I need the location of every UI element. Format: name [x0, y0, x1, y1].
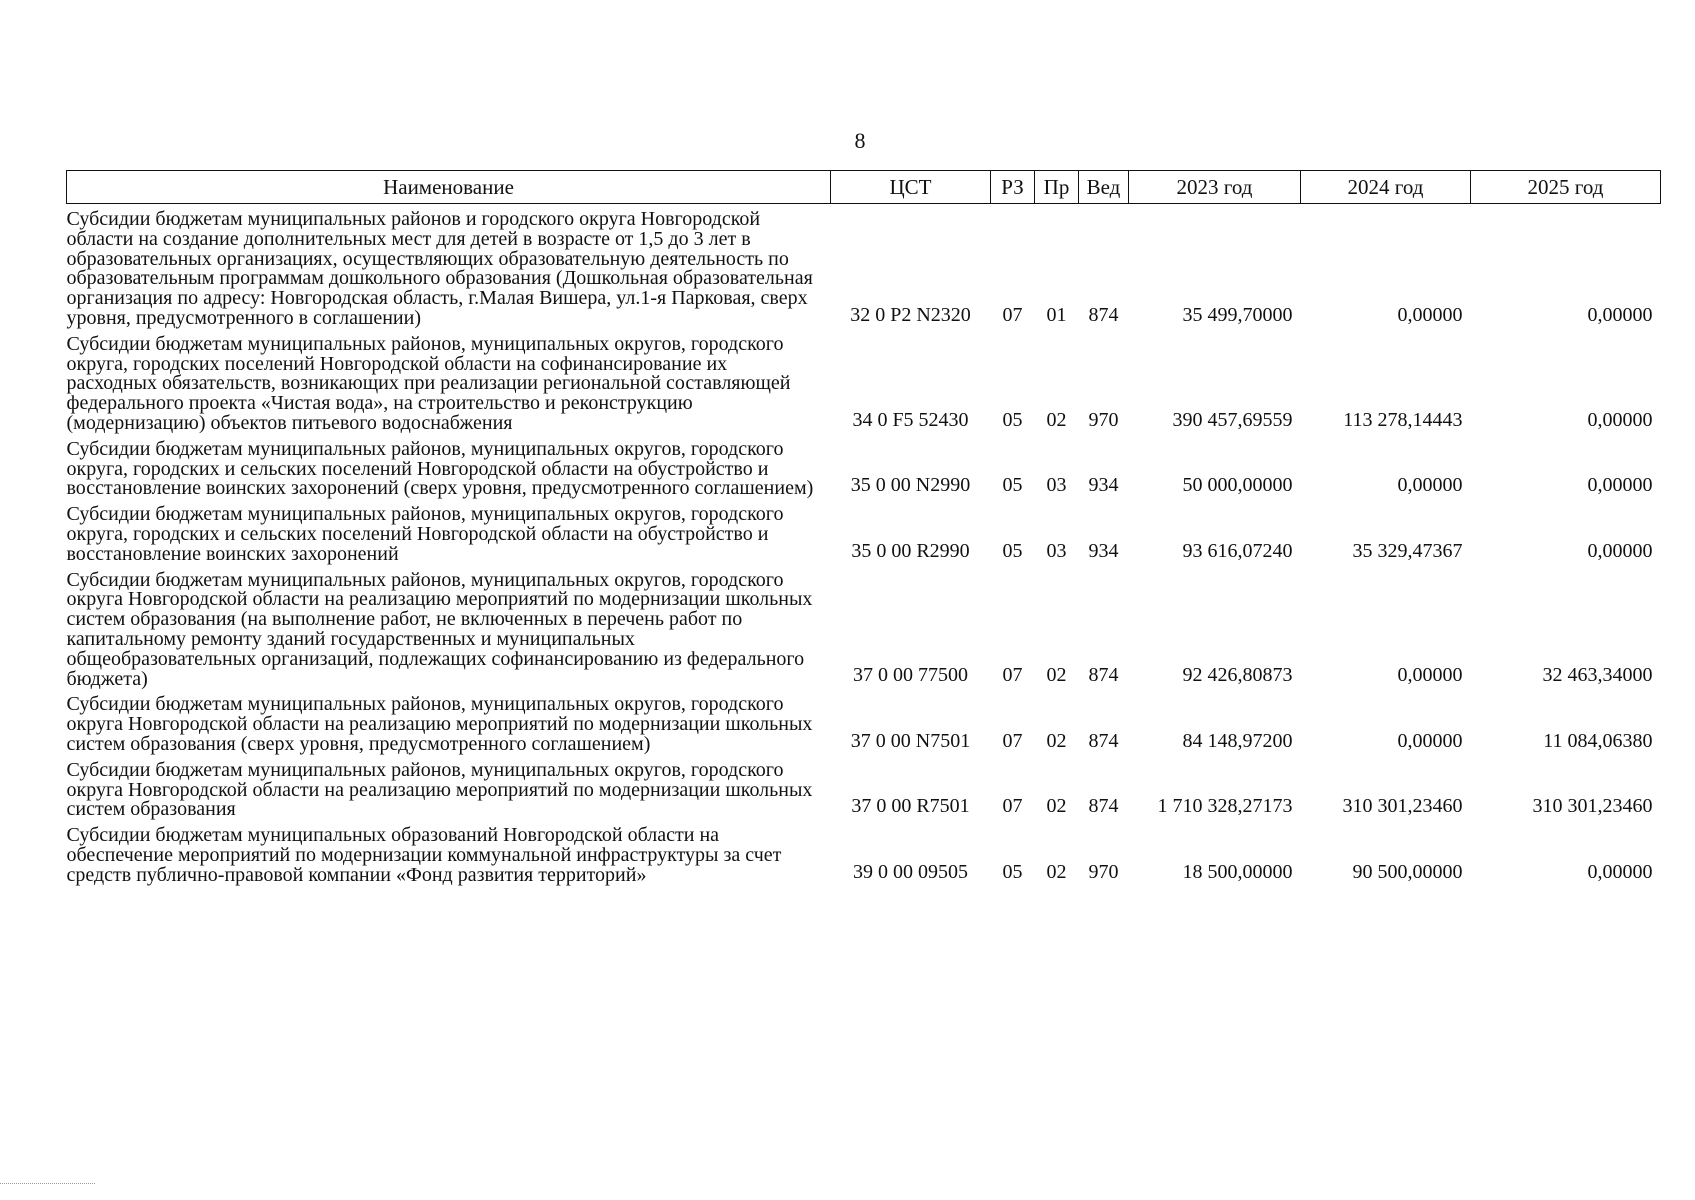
row-cst-cell: 34 0 F5 52430 [852, 408, 969, 431]
row-name-cell: Субсидии бюджетам муниципальных районов, муниципальных округов, городского округа, городских поселений Новгородской области на софинансирование их расходных обязательств, возникающих при реализации региональной составляющей федерального проекта «Чистая вода», на строительство и реконструкцию (модернизацию) объектов питьевого водоснабжения [66, 332, 791, 434]
row-2023-cell: 50 000,00000 [1182, 474, 1293, 497]
row-2024-cell: 310 301,23460 [1342, 795, 1463, 818]
row-name-cell: Субсидии бюджетам муниципальных районов и городского округа Новгородской области на создание дополнительных мест для детей в возрасте от 1,5 до 3 лет в образовательных организациях, осуществляющих образовательную деятельность по образовательным программам дошкольного образования (Дошкольная образовательная организация по адресу: Новгородская область, г.Малая Вишера, ул.1-я Парковая, сверх уровня, предусмотренного в соглашении) [66, 208, 813, 329]
row-rz-cell: 07 [1002, 729, 1023, 752]
row-pr-cell: 02 [1046, 795, 1067, 818]
row-2025-cell: 32 463,34000 [1542, 664, 1653, 687]
row-2023-cell: 84 148,97200 [1182, 729, 1293, 752]
header-pr: Пр [1035, 171, 1079, 204]
row-ved-cell: 874 [1088, 664, 1119, 687]
row-pr-cell: 03 [1046, 539, 1067, 562]
table-row [67, 820, 1661, 885]
row-2023-cell: 390 457,69559 [1172, 408, 1293, 431]
row-rz-cell: 07 [1002, 795, 1023, 818]
header-cst: ЦСТ [831, 171, 991, 204]
row-2024-cell: 90 500,00000 [1352, 860, 1463, 883]
row-pr-cell: 01 [1046, 303, 1067, 326]
row-2025-cell: 0,00000 [1587, 474, 1653, 497]
row-2025-cell: 310 301,23460 [1532, 795, 1653, 818]
row-name-cell: Субсидии бюджетам муниципальных районов, муниципальных округов, городского округа, городских и сельских поселений Новгородской области на обустройство и восстановление воинских захоронений [66, 503, 784, 565]
row-ved-cell: 934 [1088, 539, 1119, 562]
row-cst-cell: 35 0 00 R2990 [851, 539, 970, 562]
header-2024: 2024 год [1301, 171, 1471, 204]
row-cst-cell: 37 0 00 N7501 [850, 729, 971, 752]
row-rz-cell: 07 [1002, 303, 1023, 326]
row-2024-cell: 35 329,47367 [1352, 539, 1463, 562]
row-ved-cell: 874 [1088, 795, 1119, 818]
row-pr-cell: 02 [1046, 664, 1067, 687]
row-2025-cell: 0,00000 [1587, 539, 1653, 562]
table-row [67, 329, 1661, 434]
table-row [67, 434, 1661, 499]
table-row [67, 499, 1661, 564]
row-cst-cell: 37 0 00 R7501 [851, 795, 970, 818]
row-name-cell: Субсидии бюджетам муниципальных районов, муниципальных округов, городского округа Новгородской области на реализацию мероприятий по модернизации школьных систем образования [66, 758, 813, 821]
row-ved-cell: 874 [1088, 729, 1119, 752]
row-2024-cell: 0,00000 [1397, 664, 1463, 687]
row-cst-cell: 37 0 00 77500 [853, 664, 968, 687]
header-2025: 2025 год [1471, 171, 1661, 204]
row-name-cell: Субсидии бюджетам муниципальных районов, муниципальных округов, городского округа Новгородской области на реализацию мероприятий по модернизации школьных систем образования (на выполнение работ, не включенных в перечень работ по капитальному ремонту зданий государственных и муниципальных общеобразовательных организаций, подлежащих софинансированию из федерального бюджета) [66, 568, 813, 690]
table-header-row [67, 171, 1661, 204]
row-cst-cell: 32 0 P2 N2320 [850, 303, 971, 326]
row-pr-cell: 03 [1046, 474, 1067, 497]
row-2025-cell: 11 084,06380 [1543, 729, 1653, 752]
row-rz-cell: 05 [1002, 474, 1023, 497]
row-pr-cell: 02 [1046, 860, 1067, 883]
budget-table [66, 170, 1661, 886]
row-2023-cell: 18 500,00000 [1182, 860, 1293, 883]
row-2024-cell: 113 278,14443 [1343, 408, 1463, 431]
table-body [67, 204, 1661, 886]
row-2025-cell: 0,00000 [1587, 860, 1653, 883]
row-2025-cell: 0,00000 [1587, 303, 1653, 326]
row-rz-cell: 05 [1002, 860, 1023, 883]
row-ved-cell: 874 [1088, 303, 1119, 326]
row-2024-cell: 0,00000 [1397, 729, 1463, 752]
scan-artifact-line [0, 1183, 95, 1185]
row-2023-cell: 1 710 328,27173 [1157, 795, 1293, 818]
row-name-cell: Субсидии бюджетам муниципальных районов, муниципальных округов, городского округа Новгородской области на реализацию мероприятий по модернизации школьных систем образования (сверх уровня, предусмотренного соглашением) [66, 693, 813, 755]
row-2023-cell: 35 499,70000 [1182, 303, 1293, 326]
header-2023: 2023 год [1129, 171, 1301, 204]
table-row [67, 755, 1661, 820]
row-rz-cell: 07 [1002, 664, 1023, 687]
table-row [67, 565, 1661, 690]
row-2024-cell: 0,00000 [1397, 303, 1463, 326]
row-rz-cell: 05 [1002, 408, 1023, 431]
row-pr-cell: 02 [1046, 408, 1067, 431]
row-ved-cell: 970 [1088, 860, 1119, 883]
page-number: 8 [854, 128, 866, 153]
row-ved-cell: 934 [1088, 474, 1119, 497]
row-ved-cell: 970 [1088, 408, 1119, 431]
row-name-cell: Субсидии бюджетам муниципальных районов, муниципальных округов, городского округа, городских и сельских поселений Новгородской области на обустройство и восстановление воинских захоронений (сверх уровня, предусмотренного соглашением) [66, 437, 814, 500]
row-2025-cell: 0,00000 [1587, 408, 1653, 431]
row-pr-cell: 02 [1046, 729, 1067, 752]
row-2023-cell: 92 426,80873 [1182, 664, 1293, 687]
row-rz-cell: 05 [1002, 539, 1023, 562]
header-rz: РЗ [991, 171, 1035, 204]
row-cst-cell: 35 0 00 N2990 [850, 474, 971, 497]
header-ved: Вед [1079, 171, 1129, 204]
row-cst-cell: 39 0 00 09505 [853, 860, 968, 883]
table-row [67, 689, 1661, 754]
row-name-cell: Субсидии бюджетам муниципальных образований Новгородской области на обеспечение мероприятий по модернизации коммунальной инфраструктуры за счет средств публично-правовой компании «Фонд развития территорий» [66, 824, 782, 886]
header-name: Наименование [67, 171, 831, 204]
row-2024-cell: 0,00000 [1397, 474, 1463, 497]
table-row [67, 204, 1661, 329]
row-2023-cell: 93 616,07240 [1182, 539, 1293, 562]
